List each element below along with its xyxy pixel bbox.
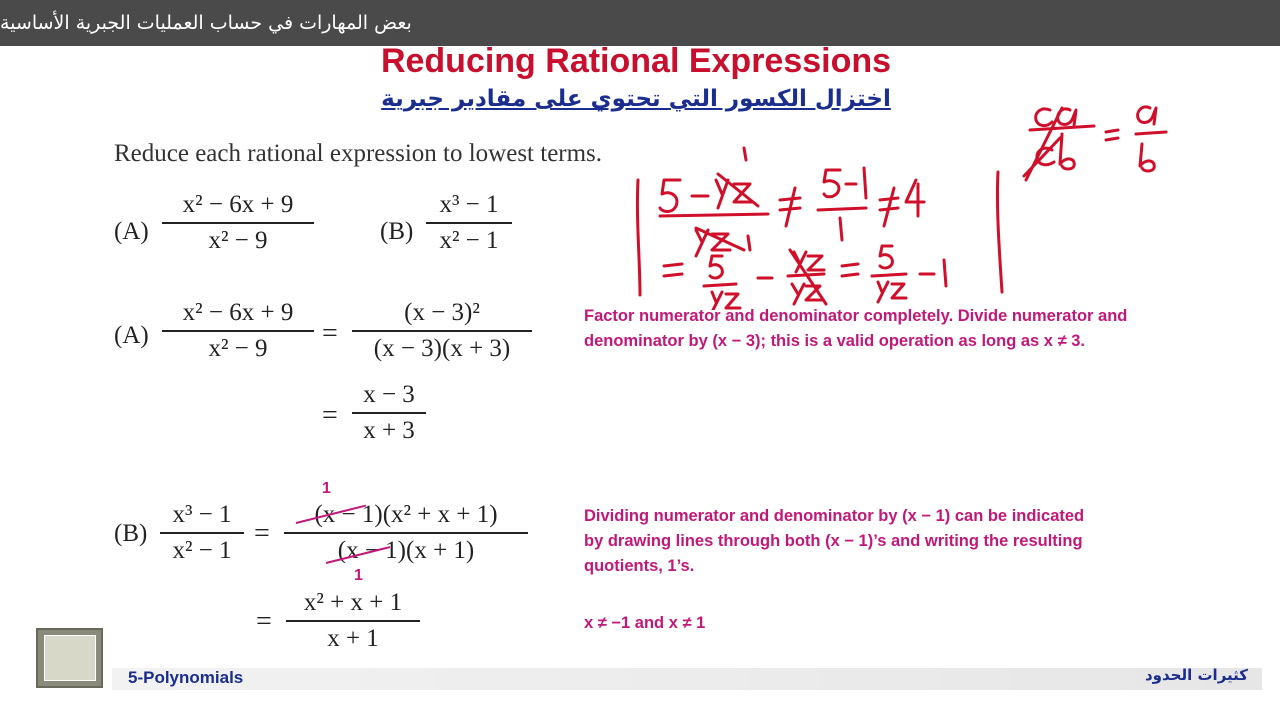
problem-b-numerator: x³ − 1 [439,191,499,218]
solution-b-result-numerator: x² + x + 1 [303,589,403,616]
solution-b-label: (B) [114,520,148,547]
solution-a-note: Factor numerator and denominator completely. Divide numerator and denominator by (x − 3); this is a valid operation as long as x ≠ 3. [584,307,1128,350]
equals-sign: = [256,606,272,637]
equals-sign: = [254,518,270,549]
problem-a-fraction [162,190,314,256]
solution-a-factored [352,298,532,364]
footer-chapter-arabic: كثيرات الحدود [1144,666,1248,684]
solution-b-note: Dividing numerator and denominator by (x − 1) can be indicated by drawing lines through both (x − 1)’s and writing the resulting quotients, 1’s. [584,507,1085,575]
solution-a-fraction [162,298,314,364]
equals-sign: = [322,400,338,431]
problem-a-numerator: x² − 6x + 9 [182,191,294,218]
fraction-bar [160,532,244,534]
solution-b-factored [284,500,528,566]
cancel-quotient-top: 1 [322,480,331,497]
university-logo [36,628,103,688]
solution-a-numerator: x² − 6x + 9 [182,299,294,326]
solution-a-result [352,380,426,446]
bracket-right [997,172,1002,292]
fraction-bar [426,222,512,224]
cancel-quotient-bottom: 1 [354,567,363,584]
problem-a-denominator: x² − 9 [208,227,268,254]
fraction-bar [284,532,528,534]
solution-b-factored-numerator: (x − 1)(x² + x + 1) [314,501,498,528]
solution-a-label: (A) [114,322,149,349]
problem-b-fraction [426,190,512,256]
solution-b-fraction [160,500,244,566]
logo-emblem [44,635,96,681]
solution-a-factored-denominator: (x − 3)(x + 3) [373,335,511,362]
solution-a-result-numerator: x − 3 [363,381,415,408]
solution-b-factored-denominator: (x − 1)(x + 1) [337,537,475,564]
solution-b-result-denominator: x + 1 [327,625,379,652]
bracket-left [637,180,640,295]
page-title: Reducing Rational Expressions [380,42,892,80]
solution-b-numerator: x³ − 1 [172,501,232,528]
equals-sign: = [322,318,338,349]
banner-title: بعض المهارات في حساب العمليات الجبرية الأساسية [0,12,412,34]
instruction-text: Reduce each rational expression to lowest terms. [114,140,603,167]
footer-chapter: 5-Polynomials [128,668,244,687]
footer-bar [112,668,1262,690]
problem-b-denominator: x² − 1 [439,227,499,254]
problem-b-label: (B) [380,218,414,245]
solution-b-result [286,588,420,654]
solution-a-factored-numerator: (x − 3)² [404,299,480,326]
fraction-bar [286,620,420,622]
solution-a-denominator: x² − 9 [208,335,268,362]
fraction-bar [352,412,426,414]
fraction-bar [162,330,314,332]
problem-a-label: (A) [114,218,149,245]
page-subtitle-arabic: اختزال الكسور التي تحتوي على مقادير جبرية [381,86,891,112]
solution-b-condition: x ≠ −1 and x ≠ 1 [584,614,706,632]
fraction-bar [162,222,314,224]
top-banner [0,0,1280,46]
solution-b-denominator: x² − 1 [172,537,232,564]
handwritten-annotations [600,80,1280,310]
fraction-bar [352,330,532,332]
solution-a-result-denominator: x + 3 [363,417,415,444]
